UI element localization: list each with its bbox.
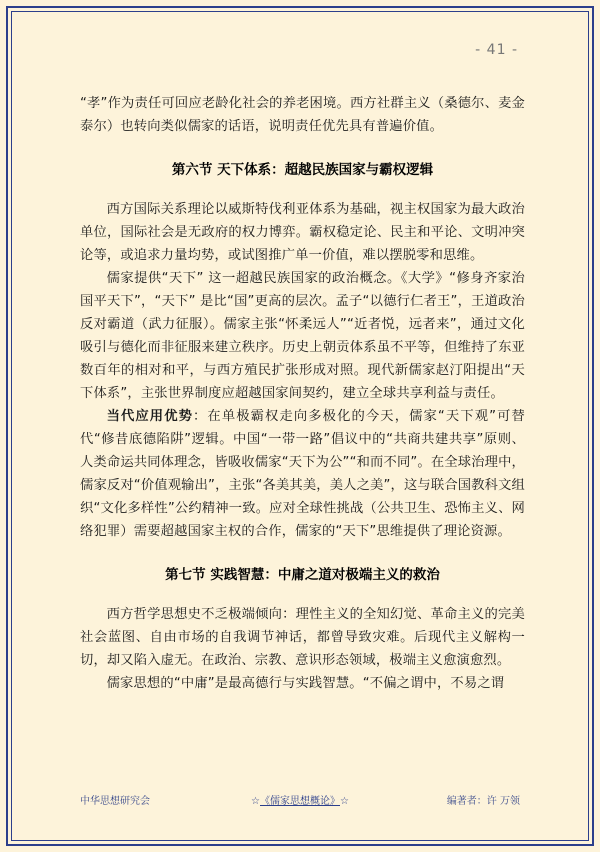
footer-author: 编著者：许 万领	[446, 796, 520, 807]
page-number: - 41 -	[475, 42, 518, 58]
paragraph-western-ir: 西方国际关系理论以威斯特伐利亚体系为基础，视主权国家为最大政治单位，国际社会是无政府的权力博弈。霸权稳定论、民主和平论、文明冲突论等，或追求力量均势，或试图推广单一价值，难以摆脱零和思维。	[80, 202, 525, 263]
star-icon: ☆	[251, 796, 260, 807]
book-title-link[interactable]: 《儒家思想概论》	[260, 796, 340, 807]
contemporary-label: 当代应用优势	[106, 409, 194, 424]
paragraph-continued: “孝”作为责任可回应老龄化社会的养老困境。西方社群主义（桑德尔、麦金泰尔）也转向类似儒家的话语，说明责任优先具有普遍价值。	[80, 96, 525, 134]
paragraph-extremism: 西方哲学思想史不乏极端倾向：理性主义的全知幻觉、革命主义的完美社会蓝图、自由市场的自我调节神话，都曾导致灾难。后现代主义解构一切，却又陷入虚无。在政治、宗教、意识形态领域，极端主义愈演愈烈。	[80, 607, 525, 668]
section-heading-7: 第七节 实践智慧：中庸之道对极端主义的救治	[165, 567, 440, 583]
footer-publisher: 中华思想研究会	[80, 796, 150, 807]
contemporary-body: ：在单极霸权走向多极化的今天，儒家“天下观”可替代“修昔底德陷阱”逻辑。中国“一带一路”倡议中的“共商共建共享”原则、人类命运共同体理念，皆吸收儒家“天下为公”“和而不同”。在全球治理中，儒家反对“价值观输出”，主张“各美其美，美人之美”，这与联合国教科文组织“文化多样性”公约精神一致。应对全球性挑战（公共卫生、恐怖主义、网络犯罪）需要超越国家主权的合作，儒家的“天下”思维提供了理论资源。	[80, 409, 526, 539]
star-icon: ☆	[340, 796, 349, 807]
paragraph-zhongyong: 儒家思想的“中庸”是最高德行与实践智慧。“不偏之谓中，不易之谓	[106, 676, 505, 691]
section-heading-6: 第六节 天下体系：超越民族国家与霸权逻辑	[171, 162, 434, 178]
paragraph-tianxia: 儒家提供“天下” 这一超越民族国家的政治概念。《大学》“修身齐家治国平天下”，“天下” 是比“国”更高的层次。孟子“以德行仁者王”，王道政治反对霸道（武力征服）。儒家主张“怀柔远人”“近者悦，远者来”，通过文化吸引与德化而非征服来建立秩序。历史上朝贡体系虽不平等，但维持了东亚数百年的相对和平，与西方殖民扩张形成对照。现代新儒家赵汀阳提出“天下体系”，主张世界制度应超越国家间契约，建立全球共享利益与责任。	[80, 271, 525, 401]
paragraph-contemporary	[80, 405, 525, 543]
page-body	[80, 92, 525, 695]
